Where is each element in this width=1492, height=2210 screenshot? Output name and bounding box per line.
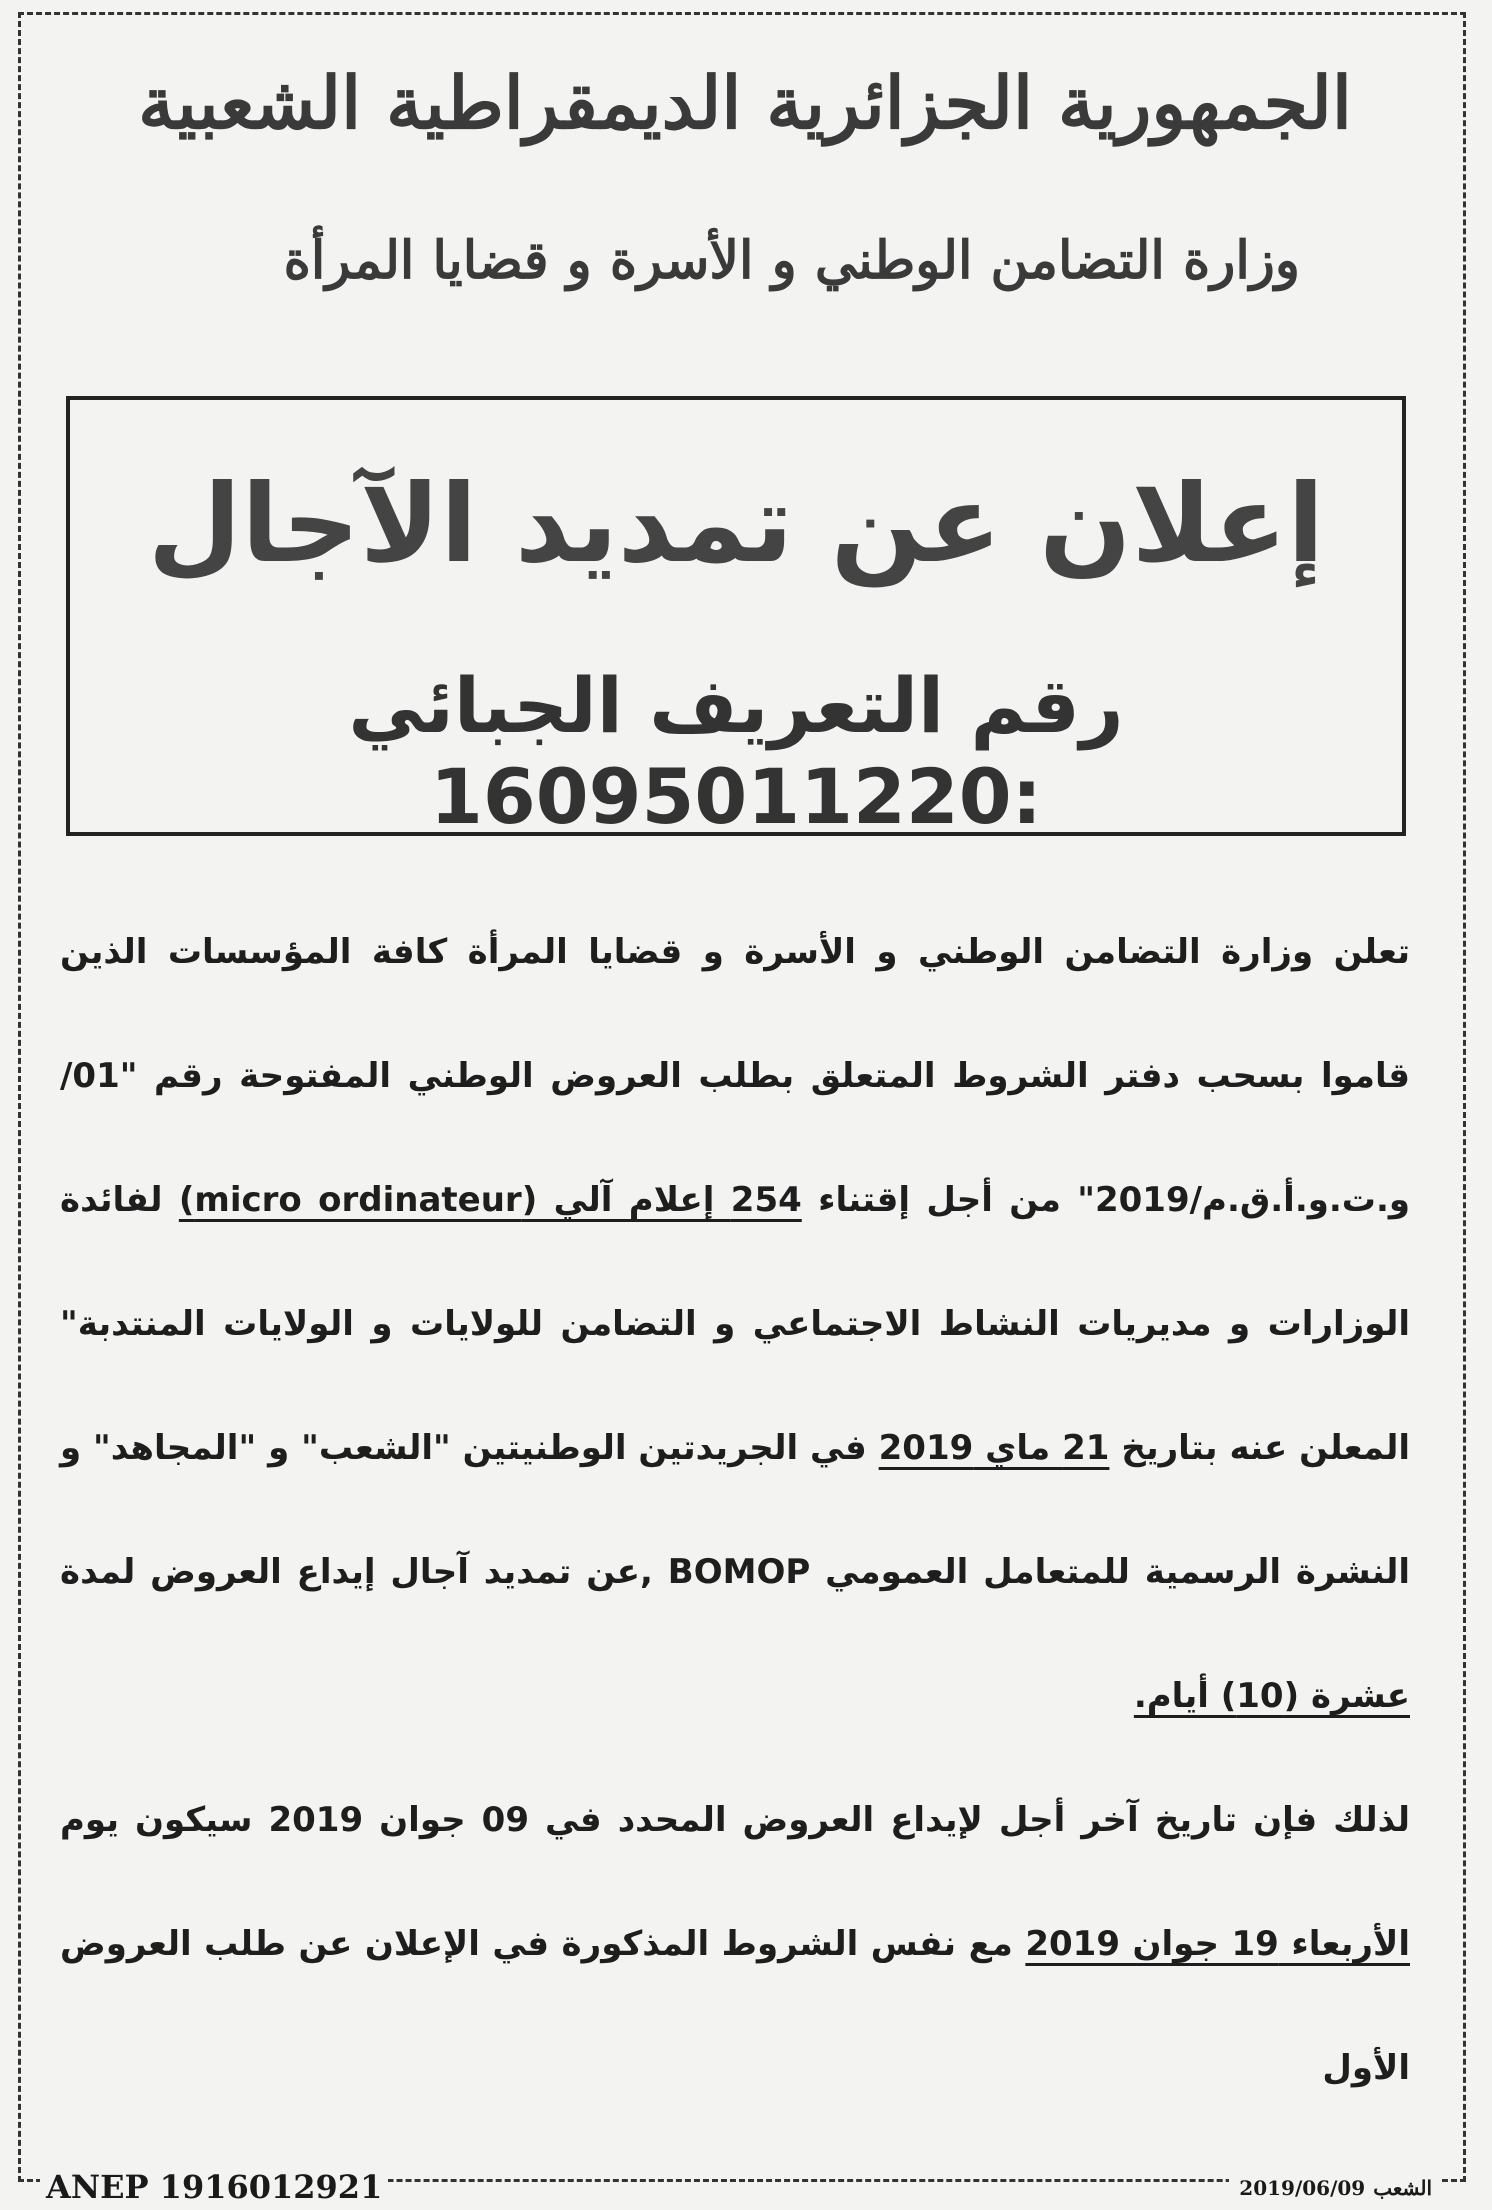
publication-date: 21 ماي 2019 (878, 1428, 1110, 1468)
announcement-title-box (66, 396, 1406, 842)
new-deadline: الأربعاء 19 جوان 2019 (1025, 1924, 1410, 1964)
item-quantity: 254 إعلام آلي (micro ordinateur) (178, 1180, 802, 1220)
anep-reference: ANEP 1916012921 (40, 2168, 388, 2206)
body-text-segment: مع نفس الشروط المذكورة في الإعلان عن طلب العروض الأول (60, 1924, 1410, 2088)
extension-duration: عشرة (10) أيام. (1133, 1676, 1410, 1716)
tax-id-number: 16095011220 (429, 752, 1012, 842)
tax-id-line (70, 660, 1402, 842)
announcement-body (60, 890, 1410, 2130)
body-text-segment: لفائدة الوزارات و مديريات النشاط الاجتماعي و التضامن للولايات و الولايات المنتدبة" المعلن عنه بتاريخ (60, 1180, 1410, 1468)
body-paragraph-2 (60, 1758, 1410, 2130)
republic-header: الجمهورية الجزائرية الديمقراطية الشعبية (138, 60, 1352, 145)
body-text-segment: تعلن وزارة التضامن الوطني و الأسرة و قضايا المرأة كافة المؤسسات الذين قاموا بسحب دفتر الشروط المتعلق بطلب العروض الوطني المفتوحة رقم "01/و.ت.و.أ.ق.م/2019" من أجل إقتناء (60, 932, 1411, 1220)
publication-date-footer: 2019/06/09 (1239, 2176, 1366, 2200)
tax-id-label: رقم التعريف الجبائي : (348, 661, 1124, 842)
publication-footer (1229, 2176, 1442, 2200)
newspaper-name: الشعب (1373, 2176, 1432, 2200)
body-text-segment: في الجريدتين الوطنيتين "الشعب" و "المجاهد" و النشرة الرسمية للمتعامل العمومي BOMOP ,عن تمديد آجال إيداع العروض لمدة (60, 1428, 1410, 1592)
ministry-header: وزارة التضامن الوطني و الأسرة و قضايا المرأة (283, 230, 1300, 291)
body-paragraph-1 (60, 890, 1410, 1758)
body-text-segment: لذلك فإن تاريخ آخر أجل لإيداع العروض المحدد في 09 جوان 2019 سيكون يوم (60, 1800, 1410, 1840)
announcement-title: إعلان عن تمديد الآجال (147, 462, 1325, 587)
